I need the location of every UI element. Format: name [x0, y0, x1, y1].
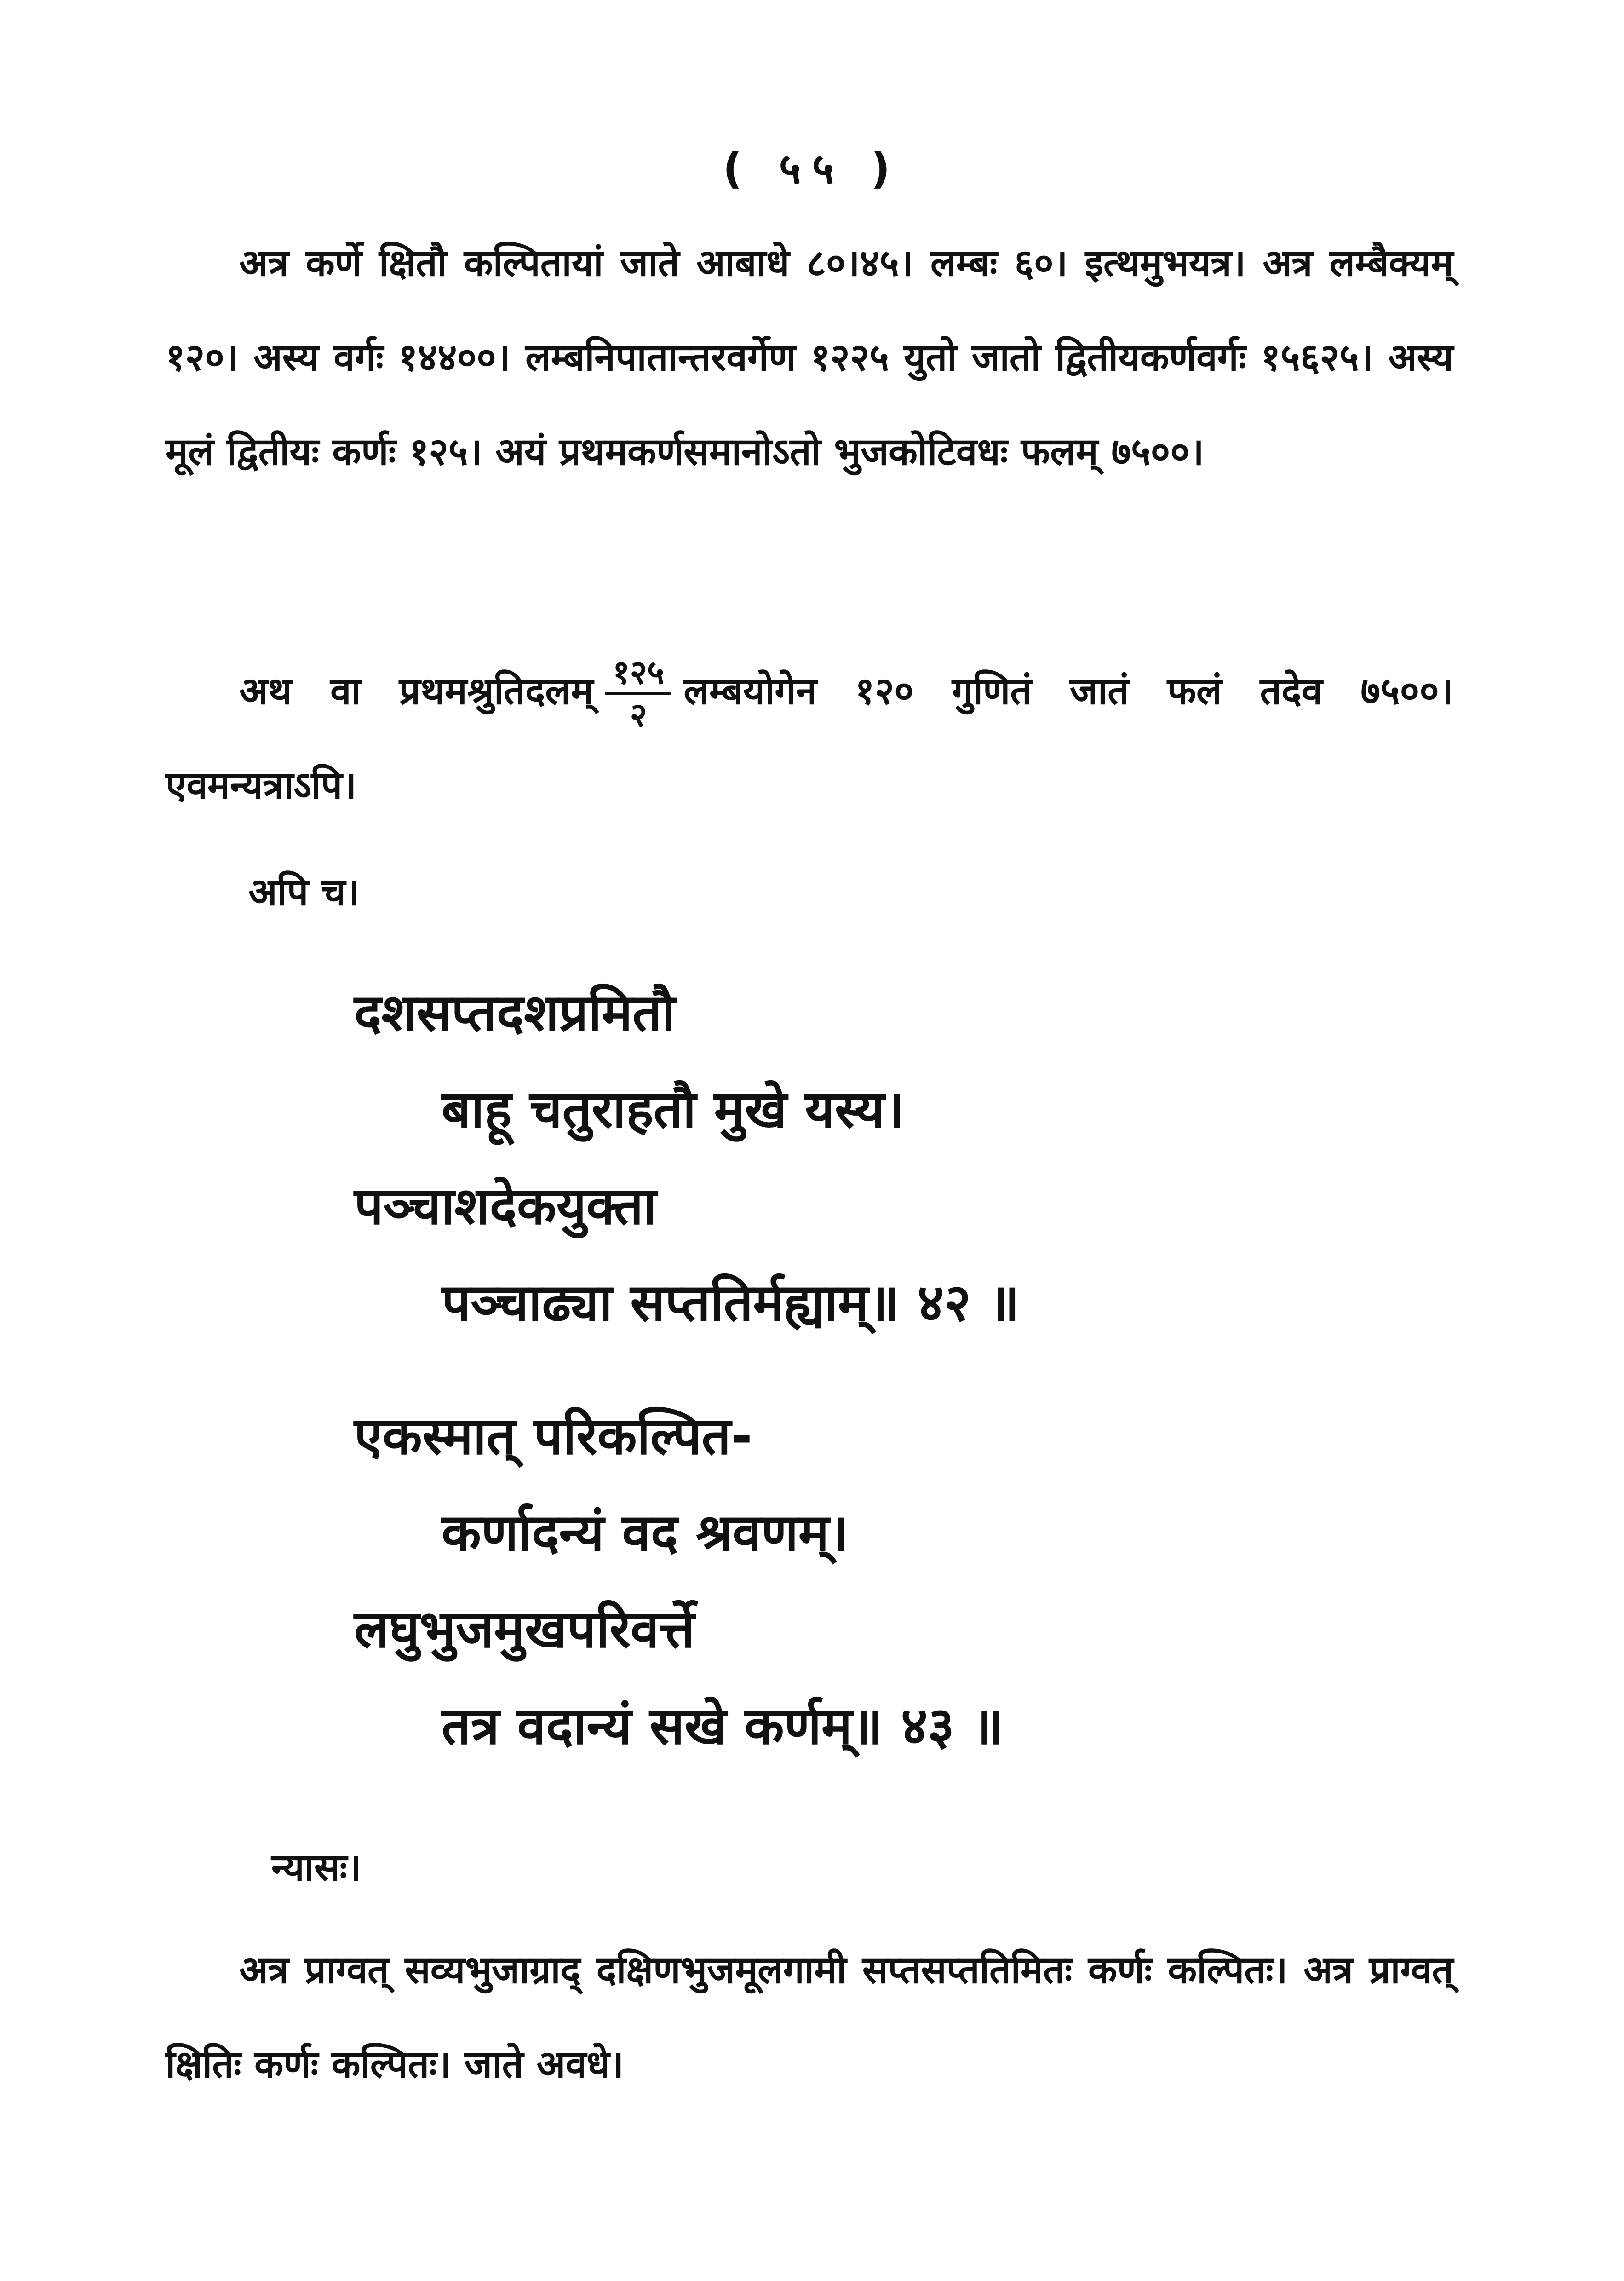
api-ca-heading: अपि च। [248, 870, 360, 914]
verse-line: पञ्चाशदेकयुक्ता [354, 1176, 657, 1236]
fraction-denominator: २ [630, 696, 647, 735]
page-number: ( ५५ ) [723, 144, 901, 193]
verse-line: कर्णादन्यं वद श्रवणम्। [442, 1503, 849, 1563]
fraction-numerator: १२५ [605, 652, 671, 695]
verse-line: दशसप्तदशप्रमितौ [354, 983, 675, 1043]
verse-line: बाहू चतुराहतौ मुखे यस्य। [442, 1080, 905, 1140]
fraction [605, 652, 671, 735]
paragraph-alternate-text-before: अथ वा प्रथमश्रुतिदलम् [239, 669, 594, 713]
verse-line: पञ्चाढ्या सप्ततिर्मह्याम्॥ ४२ ॥ [442, 1273, 1020, 1333]
paragraph-calculation: अत्र कर्णे क्षितौ कल्पितायां जाते आबाधे ८०।४५। लम्बः ६०। इत्थमुभयत्र। अत्र लम्बैक्यम् १२०। अस्य वर्गः १४४००। लम्बनिपातान्तरवर्गेण १२२५ युतो जातो द्वितीयकर्णवर्गः १५६२५। अस्य मूलं द्वितीयः कर्णः १२५। अयं प्रथमकर्णसमानोऽतो भुजकोटिवधः फलम् ७५००। [166, 242, 1453, 474]
nyasa-heading: न्यासः। [271, 1846, 362, 1889]
paragraph-setup: अत्र प्राग्वत् सव्यभुजाग्राद् दक्षिणभुजमूलगामी सप्तसप्ततिमितः कर्णः कल्पितः। अत्र प्राग्वत् क्षितिः कर्णः कल्पितः। जाते अवधे। [166, 1948, 1453, 2086]
verse-line: तत्र वदान्यं सखे कर्णम्॥ ४३ ॥ [442, 1696, 1004, 1756]
verse-line: लघुभुजमुखपरिवर्त्ते [354, 1600, 695, 1659]
paragraph-alternate-text-after: लम्बयोगेन १२० गुणितं जातं फलं तदेव ७५००। एवमन्यत्राऽपि। [166, 669, 1453, 807]
verse-line: एकस्मात् परिकल्पित- [354, 1406, 752, 1466]
paragraph-alternate-method [166, 644, 1453, 833]
